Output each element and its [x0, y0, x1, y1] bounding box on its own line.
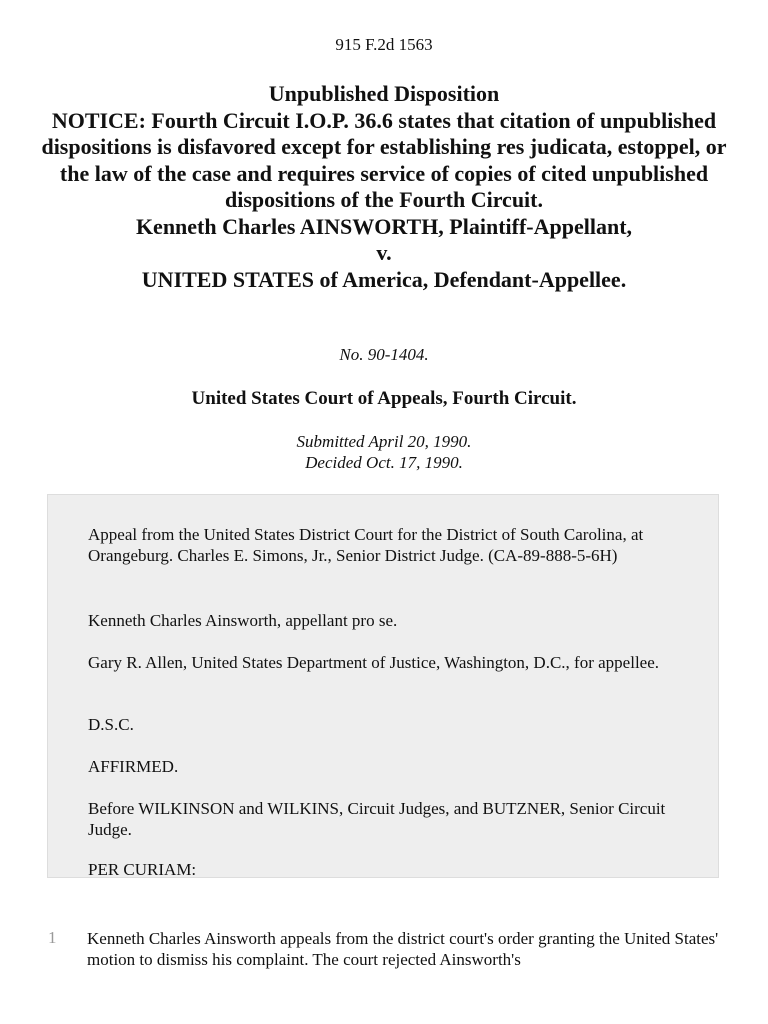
court-name: United States Court of Appeals, Fourth Circuit.: [191, 388, 577, 409]
disposition-title: Unpublished Disposition: [268, 81, 500, 106]
paragraph-number: 1: [48, 928, 57, 947]
decided-date: Decided Oct. 17, 1990.: [305, 453, 463, 472]
per-curiam-label: PER CURIAM:: [88, 860, 197, 879]
case-heading: [30, 81, 738, 293]
case-info-box: [47, 494, 719, 878]
district-abbrev: D.S.C.: [88, 715, 134, 734]
publication-notice: NOTICE: Fourth Circuit I.O.P. 36.6 states that citation of unpublished dispositions is disfavored except for establishing res judicata, estoppel, or the law of the case and requires service of copies of cited unpublished dispositions of the Fourth Circuit.: [41, 107, 727, 212]
case-dates: [0, 431, 768, 473]
paragraph-text: Kenneth Charles Ainsworth appeals from the district court's order granting the United States' motion to dismiss his complaint. The court rejected Ainsworth's: [87, 929, 719, 969]
judges-panel: Before WILKINSON and WILKINS, Circuit Judges, and BUTZNER, Senior Circuit Judge.: [88, 799, 666, 839]
plaintiff-line: Kenneth Charles AINSWORTH, Plaintiff-Appellant,: [135, 213, 633, 239]
docket-number: No. 90-1404.: [339, 345, 429, 364]
versus-line: v.: [376, 240, 392, 265]
appeal-origin: Appeal from the United States District Court for the District of South Carolina, at Orangeburg. Charles E. Simons, Jr., Senior District Judge. (CA-89-888-5-6H): [88, 525, 644, 565]
disposition-result: AFFIRMED.: [88, 757, 179, 776]
appellee-counsel: Gary R. Allen, United States Department of Justice, Washington, D.C., for appellee.: [88, 653, 660, 672]
case-citation: 915 F.2d 1563: [335, 35, 433, 54]
defendant-line: UNITED STATES of America, Defendant-Appellee.: [141, 266, 627, 292]
submitted-date: Submitted April 20, 1990.: [296, 432, 472, 451]
appellant-counsel: Kenneth Charles Ainsworth, appellant pro se.: [88, 611, 398, 630]
